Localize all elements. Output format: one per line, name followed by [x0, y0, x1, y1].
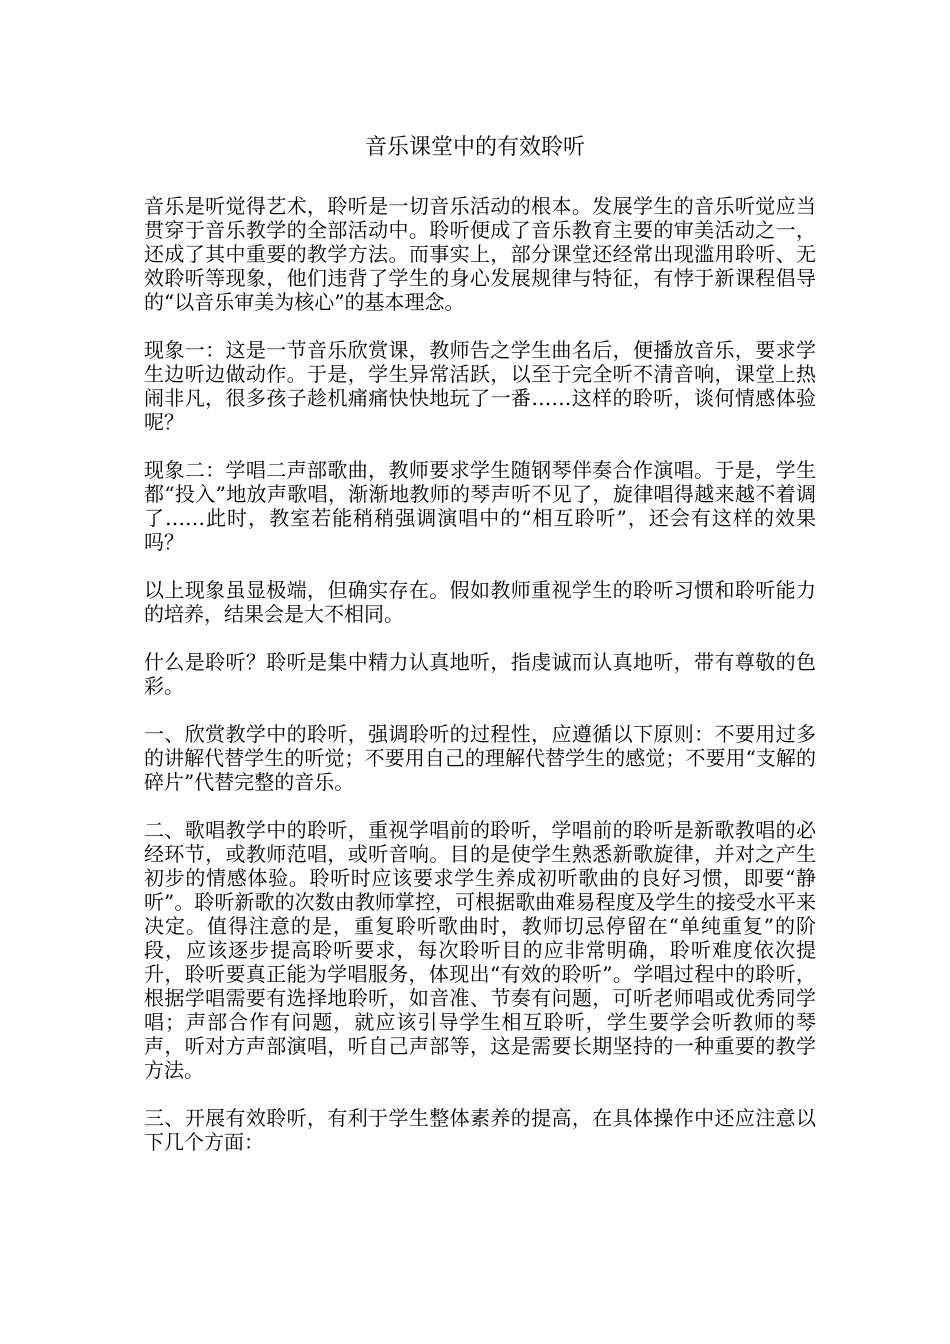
- document-body: [144, 194, 816, 1178]
- paragraph-section-two: 二、歌唱教学中的聆听，重视学唱前的聆听，学唱前的聆听是新歌教唱的必经环节，或教师范唱，或听音响。目的是使学生熟悉新歌旋律，并对之产生初步的情感体验。聆听时应该要求学生养成初听歌曲的良好习惯，即要“静听”。聆听新歌的次数由教师掌控，可根据歌曲难易程度及学生的接受水平来决定。值得注意的是，重复聆听歌曲时，教师切忌停留在“单纯重复”的阶段，应该逐步提高聆听要求，每次聆听目的应非常明确，聆听难度依次提升，聆听要真正能为学唱服务，体现出“有效的聆听”。学唱过程中的聆听，根据学唱需要有选择地聆听，如音准、节奏有问题，可听老师唱或优秀同学唱；声部合作有问题，就应该引导学生相互聆听，学生要学会听教师的琴声，听对方声部演唱，听自己声部等，这是需要长期坚持的一种重要的教学方法。: [144, 818, 816, 1082]
- paragraph-section-three: 三、开展有效聆听，有利于学生整体素养的提高，在具体操作中还应注意以下几个方面：: [144, 1106, 816, 1154]
- paragraph-definition: 什么是聆听？聆听是集中精力认真地听，指虔诚而认真地听，带有尊敬的色彩。: [144, 650, 816, 698]
- paragraph-section-one: 一、欣赏教学中的聆听，强调聆听的过程性，应遵循以下原则：不要用过多的讲解代替学生的听觉；不要用自己的理解代替学生的感觉；不要用“支解的碎片”代替完整的音乐。: [144, 722, 816, 794]
- paragraph-intro: 音乐是听觉得艺术，聆听是一切音乐活动的根本。发展学生的音乐听觉应当贯穿于音乐教学的全部活动中。聆听便成了音乐教育主要的审美活动之一，还成了其中重要的教学方法。而事实上，部分课堂还经常出现滥用聆听、无效聆听等现象，他们违背了学生的身心发展规律与特征，有悖于新课程倡导的“以音乐审美为核心”的基本理念。: [144, 194, 816, 314]
- document-title: 音乐课堂中的有效聆听: [364, 135, 585, 160]
- paragraph-phenomenon-two: 现象二：学唱二声部歌曲，教师要求学生随钢琴伴奏合作演唱。于是，学生都“投入”地放声歌唱，渐渐地教师的琴声听不见了，旋律唱得越来越不着调了……此时，教室若能稍稍强调演唱中的“相互聆听”，还会有这样的效果吗？: [144, 458, 816, 554]
- paragraph-phenomenon-one: 现象一：这是一节音乐欣赏课，教师告之学生曲名后，便播放音乐，要求学生边听边做动作。于是，学生异常活跃，以至于完全听不清音响，课堂上热闹非凡，很多孩子趁机痛痛快快地玩了一番……这样的聆听，谈何情感体验呢？: [144, 338, 816, 434]
- paragraph-summary: 以上现象虽显极端，但确实存在。假如教师重视学生的聆听习惯和聆听能力的培养，结果会是大不相同。: [144, 578, 816, 626]
